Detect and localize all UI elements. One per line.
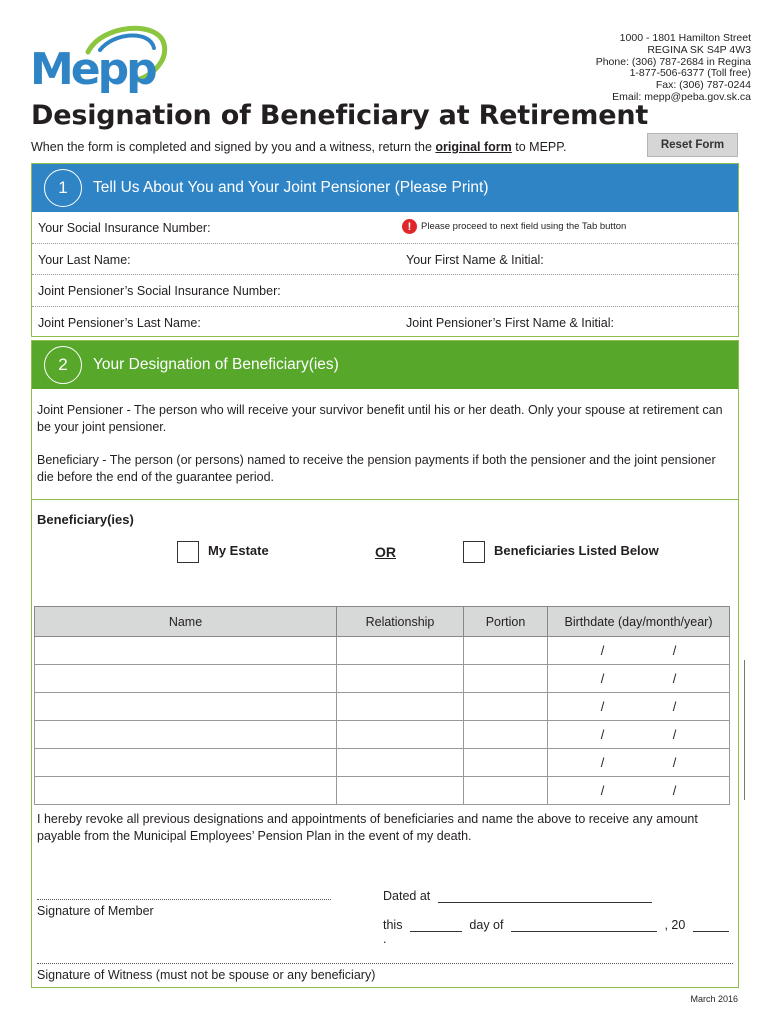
section-2-banner (32, 341, 738, 389)
jp-sin-label: Joint Pensioner’s Social Insurance Number: (38, 284, 281, 298)
table-row (35, 637, 730, 665)
address-line: Fax: (306) 787-0244 (655, 79, 751, 92)
beneficiary-definition: Beneficiary - The person (or persons) named to receive the pension payments if both the pensioner and the joint pensioner die before the end of the guarantee period. (37, 453, 716, 484)
year-prefix: , 20 (664, 918, 686, 932)
dated-at-label: Dated at (383, 889, 431, 903)
day-of-label: day of (469, 918, 504, 932)
table-row (35, 721, 730, 749)
dated-at (383, 889, 656, 903)
section-number: 1 (44, 169, 82, 207)
section-1-banner (32, 164, 738, 212)
date-slash: / (600, 699, 605, 714)
portion-cell[interactable] (464, 749, 548, 777)
date-slash: / (600, 727, 605, 742)
instructions-emphasis: original form (435, 140, 512, 154)
portion-cell[interactable] (464, 777, 548, 805)
col-portion: Portion (464, 607, 548, 637)
name-cell[interactable] (35, 749, 337, 777)
portion-cell[interactable] (464, 665, 548, 693)
col-birthdate: Birthdate (day/month/year) (548, 607, 730, 637)
table-header-row (35, 607, 730, 637)
date-line (383, 918, 738, 946)
relationship-cell[interactable] (337, 637, 464, 665)
birthdate-cell[interactable] (548, 693, 730, 721)
name-row[interactable] (32, 244, 738, 276)
col-relationship: Relationship (337, 607, 464, 637)
date-slash: / (600, 783, 605, 798)
portion-cell[interactable] (464, 637, 548, 665)
date-slash: / (672, 643, 677, 658)
birthdate-cell[interactable] (548, 665, 730, 693)
instructions-text: When the form is completed and signed by you and a witness, return the (31, 140, 436, 154)
birthdate-cell[interactable] (548, 637, 730, 665)
table-row (35, 665, 730, 693)
sin-label: Your Social Insurance Number: (38, 221, 211, 235)
sin-row[interactable] (32, 212, 738, 244)
name-cell[interactable] (35, 777, 337, 805)
table-row (35, 749, 730, 777)
contact-address (596, 33, 751, 104)
form-title: Designation of Beneficiary at Retirement (31, 100, 649, 131)
relationship-cell[interactable] (337, 721, 464, 749)
name-cell[interactable] (35, 693, 337, 721)
date-slash: / (600, 671, 605, 686)
mepp-logo (30, 22, 170, 94)
day-field[interactable] (410, 918, 462, 932)
date-slash: / (672, 671, 677, 686)
last-name-label: Your Last Name: (38, 252, 131, 267)
address-line: 1-877-506-6377 (Toll free) (629, 67, 751, 80)
relationship-cell[interactable] (337, 749, 464, 777)
reset-form-button[interactable]: Reset Form (647, 133, 738, 157)
section-1 (31, 163, 739, 337)
portion-cell[interactable] (464, 693, 548, 721)
date-slash: / (600, 643, 605, 658)
name-cell[interactable] (35, 637, 337, 665)
jp-sin-row[interactable] (32, 275, 738, 307)
witness-signature-line[interactable] (37, 963, 733, 964)
relationship-cell[interactable] (337, 777, 464, 805)
date-slash: / (672, 699, 677, 714)
warning-icon: ! (402, 219, 417, 234)
tab-warning (402, 219, 626, 234)
witness-signature-label: Signature of Witness (must not be spouse or any beneficiary) (37, 968, 376, 982)
address-line: 1000 - 1801 Hamilton Street (619, 32, 751, 44)
col-name: Name (35, 607, 337, 637)
section-1-heading: Tell Us About You and Your Joint Pensioner (Please Print) (93, 179, 489, 196)
month-field[interactable] (511, 918, 657, 932)
instructions-text-end: to MEPP. (511, 140, 567, 154)
section-2-heading: Your Designation of Beneficiary(ies) (93, 356, 339, 373)
my-estate-checkbox[interactable] (177, 541, 199, 563)
revoke-statement: I hereby revoke all previous designations and appointments of beneficiaries and name the above to receive any amount payable from the Municipal Employees’ Pension Plan in the event of my death. (37, 812, 698, 843)
name-cell[interactable] (35, 665, 337, 693)
birthdate-cell[interactable] (548, 749, 730, 777)
footer-date: March 2016 (690, 994, 738, 1004)
address-line: Email: mepp@peba.gov.sk.ca (612, 90, 751, 103)
member-signature-label: Signature of Member (37, 904, 154, 918)
birthdate-cell[interactable] (548, 777, 730, 805)
table-row (35, 777, 730, 805)
section-number: 2 (44, 346, 82, 384)
date-slash: / (600, 755, 605, 770)
joint-pensioner-definition: Joint Pensioner - The person who will receive your survivor benefit until his or her death. Only your spouse at retirement can be your joint pensioner. (37, 403, 723, 434)
date-slash: / (672, 783, 677, 798)
address-line: REGINA SK S4P 4W3 (647, 43, 751, 56)
my-estate-label: My Estate (208, 543, 269, 558)
form-instructions (31, 140, 566, 154)
birthdate-cell[interactable] (548, 721, 730, 749)
relationship-cell[interactable] (337, 693, 464, 721)
table-row (35, 693, 730, 721)
year-field[interactable] (693, 918, 729, 932)
edge-mark (744, 660, 745, 800)
beneficiaries-listed-checkbox[interactable] (463, 541, 485, 563)
jp-name-row[interactable] (32, 307, 738, 339)
dated-at-field[interactable] (438, 889, 652, 903)
period: . (383, 932, 387, 946)
relationship-cell[interactable] (337, 665, 464, 693)
this-label: this (383, 918, 403, 932)
divider (32, 499, 738, 500)
name-cell[interactable] (35, 721, 337, 749)
portion-cell[interactable] (464, 721, 548, 749)
address-line: Phone: (306) 787-2684 in Regina (595, 55, 751, 68)
date-slash: / (672, 727, 677, 742)
warning-text: Please proceed to next field using the Tab button (421, 221, 627, 232)
beneficiaries-heading: Beneficiary(ies) (37, 512, 134, 527)
svg-text:Mepp: Mepp (30, 44, 155, 94)
member-signature-line[interactable] (37, 899, 331, 900)
beneficiaries-listed-label: Beneficiaries Listed Below (494, 543, 659, 558)
date-slash: / (672, 755, 677, 770)
or-label: OR (375, 544, 396, 560)
beneficiary-table (34, 606, 730, 805)
jp-first-name-label: Joint Pensioner’s First Name & Initial: (406, 315, 614, 330)
beneficiary-choice (32, 527, 738, 575)
first-name-label: Your First Name & Initial: (406, 252, 544, 267)
section-2 (31, 340, 739, 988)
jp-last-name-label: Joint Pensioner’s Last Name: (38, 315, 201, 330)
